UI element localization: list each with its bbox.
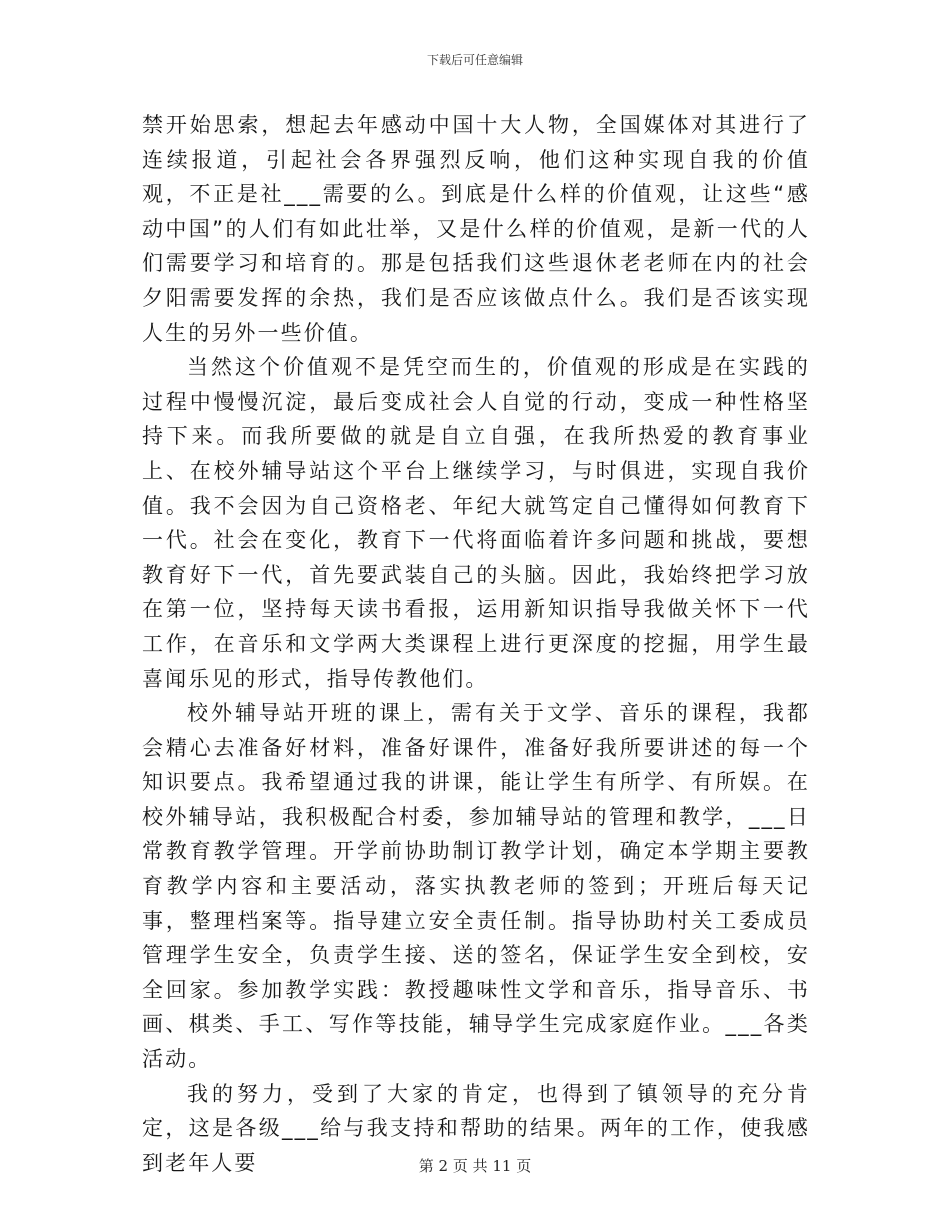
document-body <box>142 108 810 1180</box>
page-header-note: 下载后可任意编辑 <box>426 53 523 67</box>
paragraph-recognition: 我的努力，受到了大家的肯定，也得到了镇领导的充分肯定，这是各级___给与我支持和帮助的结果。两年的工作，使我感到老年人要 <box>142 1081 810 1175</box>
paragraph-values: 当然这个价值观不是凭空而生的，价值观的形成是在实践的过程中慢慢沉淀，最后变成社会人自觉的行动，变成一种性格坚持下来。而我所要做的就是自立自强，在我所热爱的教育事业上、在校外辅导站这个平台上继续学习，与时俱进，实现自我价值。我不会因为自己资格老、年纪大就笃定自己懂得如何教育下一代。社会在变化，教育下一代将面临着许多问题和挑战，要想教育好下一代，首先要武装自己的头脑。因此，我始终把学习放在第一位，坚持每天读书看报，运用新知识指导我做关怀下一代工作，在音乐和文学两大类课程上进行更深度的挖掘，用学生最喜闻乐见的形式，指导传教他们。 <box>142 355 810 691</box>
page-number-footer: 第 2 页 共 11 页 <box>418 1157 532 1175</box>
paragraph-continuation: 禁开始思索，想起去年感动中国十大人物，全国媒体对其进行了连续报道，引起社会各界强烈反响，他们这种实现自我的价值观，不正是社___需要的么。到底是什么样的价值观，让这些“感动中国”的人们有如此壮举，又是什么样的价值观，是新一代的人们需要学习和培育的。那是包括我们这些退休老老师在内的社会夕阳需要发挥的余热，我们是否应该做点什么。我们是否该实现人生的另外一些价值。 <box>142 113 810 345</box>
paragraph-tutoring-station: 校外辅导站开班的课上，需有关于文学、音乐的课程，我都会精心去准备好材料，准备好课件，准备好我所要讲述的每一个知识要点。我希望通过我的讲课，能让学生有所学、有所娱。在校外辅导站，我积极配合村委，参加辅导站的管理和教学，___日常教育教学管理。开学前协助制订教学计划，确定本学期主要教育教学内容和主要活动，落实执教老师的签到；开班后每天记事，整理档案等。指导建立安全责任制。指导协助村关工委成员管理学生安全，负责学生接、送的签名，保证学生安全到校，安全回家。参加教学实践：教授趣味性文学和音乐，指导音乐、书画、棋类、手工、写作等技能，辅导学生完成家庭作业。___各类活动。 <box>142 701 810 1072</box>
